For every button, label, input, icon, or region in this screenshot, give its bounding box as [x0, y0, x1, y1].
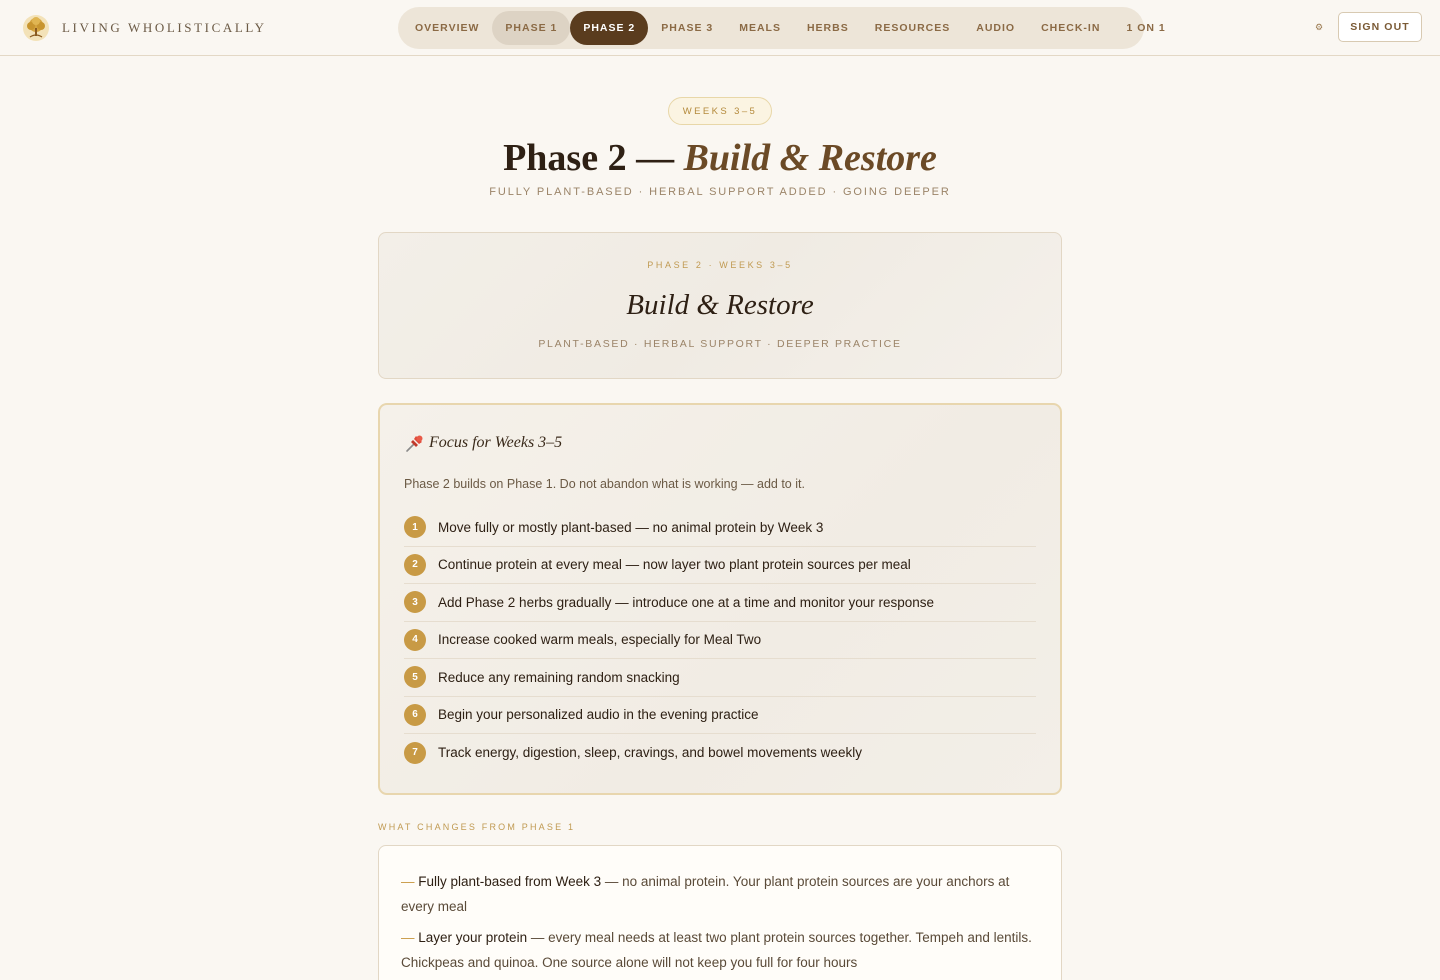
brand-name: LIVING WHOLISTICALLY [62, 20, 267, 35]
nav-item-resources[interactable]: RESOURCES [874, 22, 951, 34]
step-text: Continue protein at every meal — now layer two plant protein sources per meal [438, 557, 911, 573]
step-number: 5 [404, 666, 426, 688]
focus-heading [404, 431, 562, 455]
nav-item-check-in[interactable]: CHECK-IN [1041, 22, 1101, 34]
step-number: 4 [404, 629, 426, 651]
step-number: 2 [404, 554, 426, 576]
change-heading: Fully plant-based from Week 3 [418, 874, 602, 889]
step-number: 1 [404, 516, 426, 538]
focus-intro: Phase 2 builds on Phase 1. Do not abandon what is working — add to it. [404, 477, 805, 491]
phase-card [378, 232, 1062, 379]
nav-item-overview[interactable]: OVERVIEW [415, 22, 480, 34]
main-nav [398, 7, 1166, 49]
change-item [401, 869, 1039, 919]
pushpin-icon [404, 432, 426, 454]
tree-of-life-icon [22, 14, 50, 42]
list-item [404, 509, 1036, 547]
step-text: Begin your personalized audio in the evening practice [438, 707, 759, 723]
list-item [404, 659, 1036, 697]
title-accent: Build & Restore [683, 137, 937, 179]
list-item [404, 734, 1036, 772]
list-item [404, 547, 1036, 585]
phase-card-subtitle: PLANT-BASED · HERBAL SUPPORT · DEEPER PRACTICE [538, 338, 902, 350]
dash-marker: — [401, 874, 419, 889]
weeks-pill: WEEKS 3–5 [668, 97, 772, 125]
dash-marker: — [401, 930, 419, 945]
list-item [404, 584, 1036, 622]
nav-item-herbs[interactable]: HERBS [806, 22, 849, 34]
focus-list [404, 509, 1036, 772]
changes-card [378, 845, 1062, 980]
nav-item-phase-2[interactable]: PHASE 2 [570, 11, 648, 45]
nav-item-phase-1[interactable]: PHASE 1 [492, 11, 570, 45]
section-label-changes: WHAT CHANGES FROM PHASE 1 [378, 822, 576, 832]
nav-item-meals[interactable]: MEALS [739, 22, 781, 34]
gear-icon[interactable]: ⚙ [1314, 21, 1324, 32]
nav-item-phase-3[interactable]: PHASE 3 [661, 22, 714, 34]
top-bar [0, 0, 1440, 56]
step-number: 6 [404, 704, 426, 726]
focus-title: Focus for Weeks 3–5 [429, 434, 563, 451]
sign-out-button[interactable]: SIGN OUT [1338, 12, 1422, 42]
step-text: Move fully or mostly plant-based — no animal protein by Week 3 [438, 519, 824, 535]
nav-item-audio[interactable]: AUDIO [976, 22, 1016, 34]
change-item [401, 925, 1039, 975]
step-text: Track energy, digestion, sleep, cravings, and bowel movements weekly [438, 745, 862, 761]
page-subtitle: FULLY PLANT-BASED · HERBAL SUPPORT ADDED · GOING DEEPER [489, 186, 951, 198]
page-title [0, 132, 1440, 184]
title-main: Phase 2 — [503, 137, 684, 179]
phase-card-title: Build & Restore [626, 289, 814, 321]
phase-card-eyebrow: PHASE 2 · WEEKS 3–5 [647, 260, 793, 270]
change-heading: Layer your protein [418, 930, 528, 945]
brand[interactable] [22, 13, 267, 43]
nav-item-1-on-1[interactable]: 1 ON 1 [1126, 22, 1166, 34]
step-number: 3 [404, 591, 426, 613]
list-item [404, 697, 1036, 735]
step-number: 7 [404, 742, 426, 764]
change-detail: — no animal protein. Your plant protein sources are your anchors at every meal [401, 874, 1010, 914]
change-detail: — every meal needs at least two plant protein sources together. Tempeh and lentils. Chickpeas and quinoa. One source alone will not keep you full for four hours [401, 930, 1032, 970]
list-item [404, 622, 1036, 660]
step-text: Reduce any remaining random snacking [438, 669, 680, 685]
step-text: Add Phase 2 herbs gradually — introduce one at a time and monitor your response [438, 594, 935, 610]
step-text: Increase cooked warm meals, especially for Meal Two [438, 632, 762, 648]
focus-card [378, 403, 1062, 795]
